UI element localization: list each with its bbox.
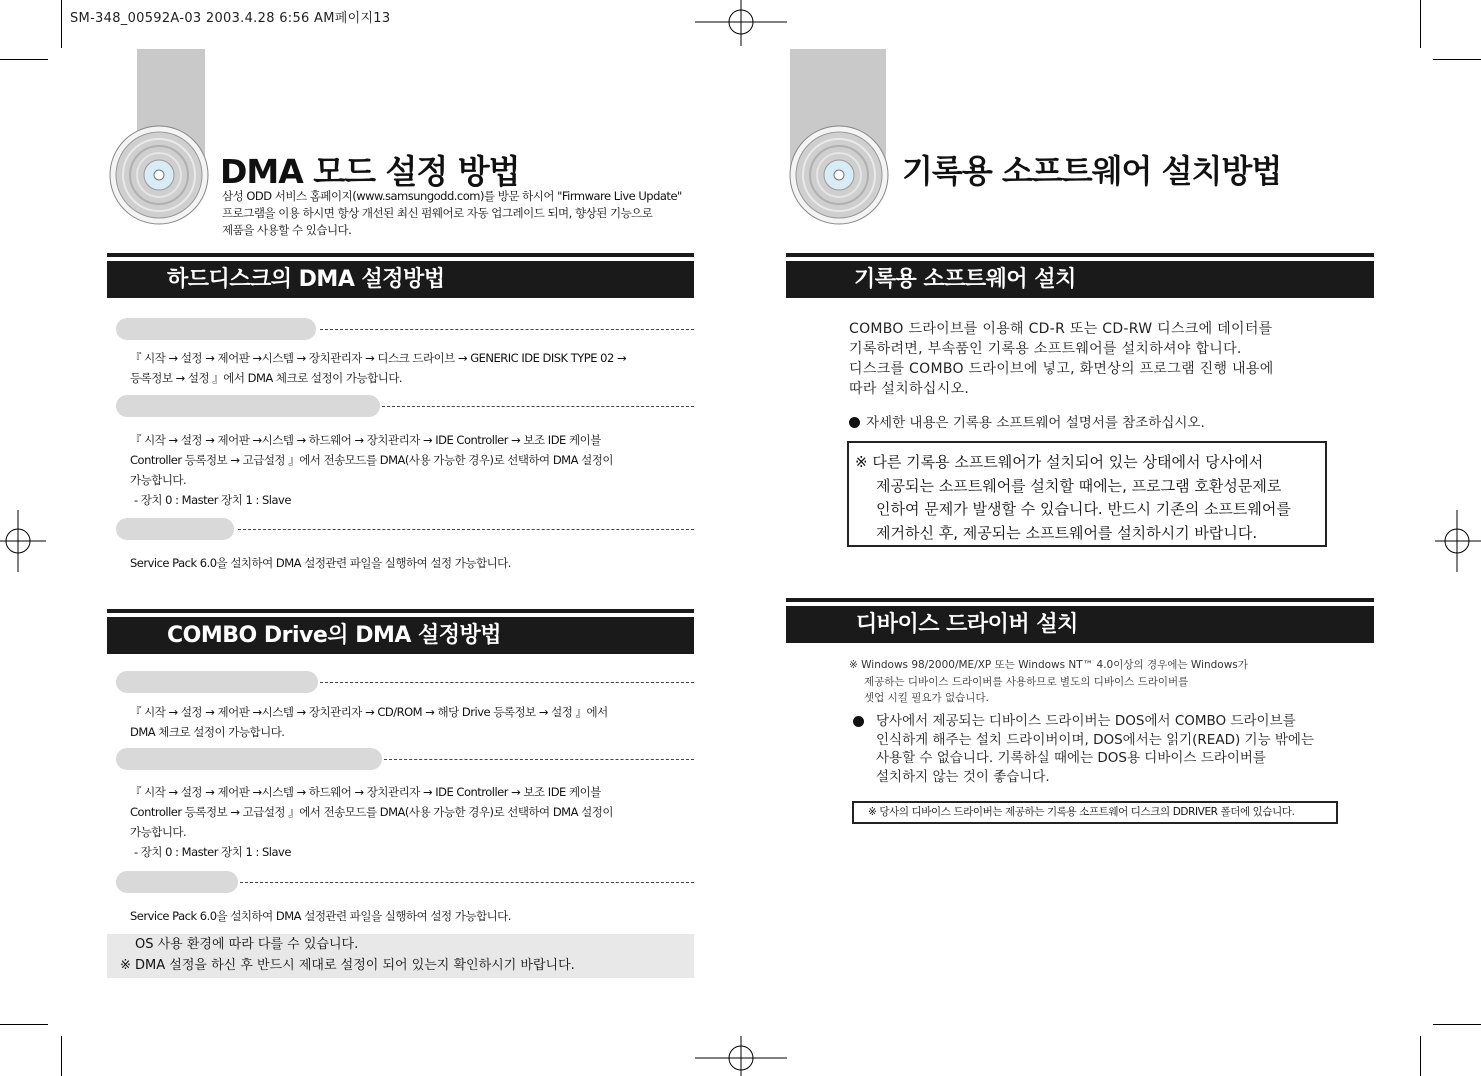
- body-line: COMBO 드라이브를 이용해 CD-R 또는 CD-RW 디스크에 데이터를: [849, 321, 1273, 337]
- note-box: [107, 934, 694, 978]
- crop-mark: [61, 1036, 62, 1076]
- section-title-bar: [786, 261, 1374, 298]
- intro-line: 제품을 사용할 수 있습니다.: [222, 223, 352, 237]
- os-label-pill: [116, 671, 318, 693]
- crop-mark: [1420, 1036, 1421, 1076]
- step-line: 『 시작 → 설정 → 제어판 →시스템 → 장치관리자 → 디스크 드라이브 → GENERIC IDE DISK TYPE 02 →: [130, 351, 627, 365]
- warning-line: 제거하신 후, 제공되는 소프트웨어를 설치하시기 바랍니다.: [876, 523, 1258, 542]
- dashed-divider: [238, 529, 694, 530]
- body-text: [849, 319, 1349, 399]
- cd-disc-icon: [108, 124, 210, 226]
- note-line: OS 사용 환경에 따라 다를 수 있습니다.: [135, 937, 359, 952]
- warning-line: 제공되는 소프트웨어를 설치할 때에는, 프로그램 호환성문제로: [876, 476, 1282, 495]
- step-line: 『 시작 → 설정 → 제어판 →시스템 → 하드웨어 → 장치관리자 → IDE Controller → 보조 IDE 케이블: [130, 785, 601, 799]
- step-line: - 장치 0 : Master 장치 1 : Slave: [134, 493, 291, 507]
- note-line: ※ DMA 설정을 하신 후 반드시 제대로 설정이 되어 있는지 확인하시기 바랍니다.: [120, 958, 575, 973]
- section-title: COMBO Drive의 DMA 설정방법: [167, 623, 502, 648]
- step-line: Controller 등록정보 → 고급설정 』에서 전송모드를 DMA(사용 가능한 경우)로 선택하여 DMA 설정이: [130, 453, 613, 467]
- os-label-pill: [116, 748, 382, 770]
- os-label-pill: [116, 871, 238, 893]
- step-text: [130, 348, 690, 388]
- dashed-divider: [382, 406, 694, 407]
- crop-mark: [61, 0, 62, 48]
- page-title: 기록용 소프트웨어 설치방법: [902, 152, 1282, 190]
- dashed-divider: [320, 329, 694, 330]
- section-title: 기록용 소프트웨어 설치: [854, 267, 1076, 292]
- section-title: 디바이스 드라이버 설치: [856, 612, 1078, 637]
- step-line: - 장치 0 : Master 장치 1 : Slave: [134, 845, 291, 859]
- section-title-bar: [786, 606, 1374, 643]
- driver-line: 인식하게 해주는 설치 드라이버이며, DOS에서는 읽기(READ) 기능 밖에는: [876, 731, 1315, 748]
- section-rule: [107, 609, 694, 613]
- driver-bullet: [849, 712, 1349, 786]
- file-header: SM-348_00592A-03 2003.4.28 6:56 AM페이지13: [70, 11, 391, 26]
- section-title: 하드디스크의 DMA 설정방법: [167, 267, 445, 292]
- note-line: ※ Windows 98/2000/ME/XP 또는 Windows NT™ 4.0이상의 경우에는 Windows가: [849, 659, 1248, 671]
- driver-line: 설치하지 않는 것이 좋습니다.: [876, 768, 1050, 785]
- os-label-pill: [116, 318, 316, 340]
- bullet-item: [849, 411, 1349, 431]
- step-text: Service Pack 6.0을 설치하여 DMA 설정관련 파일을 실행하여 설정 가능합니다.: [130, 909, 511, 923]
- bullet-icon: [853, 716, 864, 727]
- folder-note-box: [852, 801, 1338, 824]
- driver-line: 사용할 수 없습니다. 기록하실 때에는 DOS용 디바이스 드라이버를: [876, 750, 1266, 766]
- page-title: DMA 모드 설정 방법: [220, 152, 520, 191]
- dashed-divider: [384, 759, 694, 760]
- step-line: 『 시작 → 설정 → 제어판 →시스템 → 장치관리자 → CD/ROM → 해당 Drive 등록정보 → 설정 』에서: [130, 705, 608, 719]
- step-line: Controller 등록정보 → 고급설정 』에서 전송모드를 DMA(사용 가능한 경우)로 선택하여 DMA 설정이: [130, 805, 613, 819]
- bullet-text: 자세한 내용은 기록용 소프트웨어 설명서를 참조하십시오.: [866, 415, 1205, 431]
- intro-line: 프로그램을 이용 하시면 항상 개선된 최신 펌웨어로 자동 업그레이드 되며, 향상된 기능으로: [222, 206, 653, 220]
- crop-mark: [0, 1024, 48, 1025]
- section-rule: [107, 253, 694, 257]
- step-line: 등록정보 → 설정 』에서 DMA 체크로 설정이 가능합니다.: [130, 371, 403, 385]
- warning-line: 인하여 문제가 발생할 수 있습니다. 반드시 기존의 소프트웨어를: [876, 500, 1291, 518]
- intro-line: 삼성 ODD 서비스 홈페이지(www.samsungodd.com)를 방문 하시어 "Firmware Live Update": [222, 189, 682, 203]
- os-label-pill: [116, 518, 234, 540]
- windows-note: [849, 657, 1349, 707]
- step-text: [130, 782, 690, 862]
- step-line: 가능합니다.: [130, 825, 187, 839]
- section-rule: [786, 598, 1374, 602]
- body-line: 디스크를 COMBO 드라이브에 넣고, 화면상의 프로그램 진행 내용에: [849, 361, 1274, 377]
- bullet-icon: [849, 417, 860, 428]
- dashed-divider: [320, 682, 694, 683]
- folder-note: ※ 당사의 디바이스 드라이버는 제공하는 기록용 소프트웨어 디스크의 DDRIVER 폴더에 있습니다.: [868, 806, 1295, 818]
- step-text: [130, 430, 690, 510]
- registration-mark-icon: [695, 1036, 787, 1076]
- dashed-divider: [240, 882, 694, 883]
- step-line: 『 시작 → 설정 → 제어판 →시스템 → 하드웨어 → 장치관리자 → IDE Controller → 보조 IDE 케이블: [130, 433, 601, 447]
- step-text: [130, 702, 690, 742]
- os-label-pill: [116, 395, 380, 417]
- crop-mark: [0, 59, 48, 60]
- note-line: 셋업 시킬 필요가 없습니다.: [864, 692, 989, 704]
- body-line: 따라 설치하십시오.: [849, 381, 970, 397]
- note-line: 제공하는 디바이스 드라이버를 사용하므로 별도의 디바이스 드라이버를: [864, 675, 1189, 688]
- body-line: 기록하려면, 부속품인 기록용 소프트웨어를 설치하셔야 합니다.: [849, 341, 1242, 357]
- crop-mark: [1433, 1024, 1481, 1025]
- step-text: Service Pack 6.0을 설치하여 DMA 설정관련 파일을 실행하여 설정 가능합니다.: [130, 556, 511, 570]
- registration-mark-icon: [1435, 510, 1481, 572]
- warning-line: ※ 다른 기록용 소프트웨어가 설치되어 있는 상태에서 당사에서: [855, 453, 1264, 471]
- step-line: 가능합니다.: [130, 473, 187, 487]
- registration-mark-icon: [0, 510, 46, 572]
- warning-box: [847, 441, 1327, 547]
- cd-disc-icon: [788, 124, 890, 226]
- registration-mark-icon: [695, 0, 787, 46]
- crop-mark: [1420, 0, 1421, 48]
- section-title-bar: [107, 261, 694, 298]
- driver-line: 당사에서 제공되는 디바이스 드라이버는 DOS에서 COMBO 드라이브를: [876, 713, 1296, 729]
- step-line: DMA 체크로 설정이 가능합니다.: [130, 725, 285, 739]
- section-rule: [786, 253, 1374, 257]
- crop-mark: [1433, 59, 1481, 60]
- intro-text: [222, 188, 692, 239]
- section-title-bar: [107, 617, 694, 654]
